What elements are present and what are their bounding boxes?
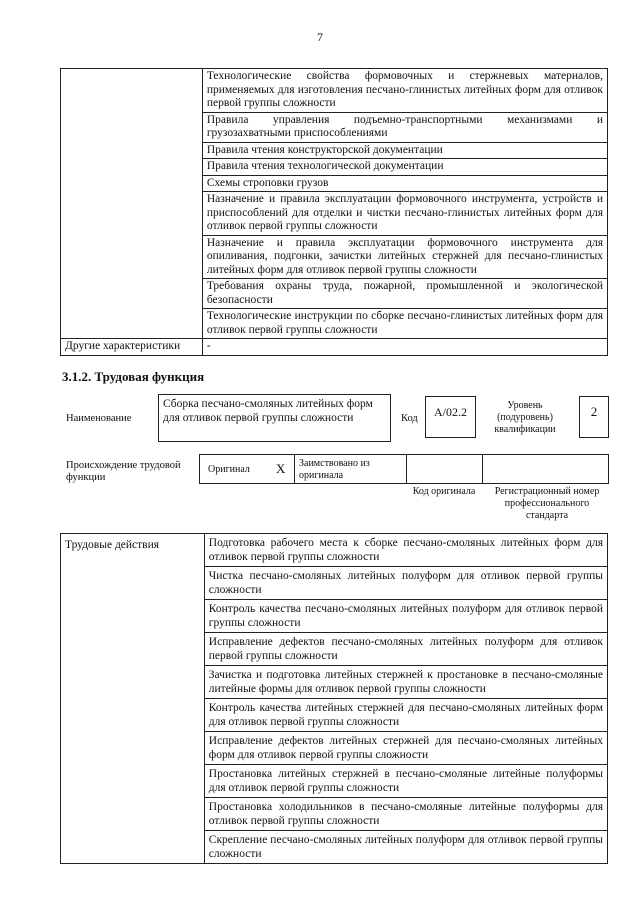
name-label: Наименование: [66, 413, 132, 424]
table-cell: Назначение и правила эксплуатации формовочного инструмента для опиливания, подгонки, зачистки литейных стержней для песчано-глинистых литейных форм для отливок первой группы сложности: [202, 235, 607, 279]
table-cell: Технологические инструкции по сборке песчано-глинистых литейных форм для отливок первой группы сложности: [202, 309, 607, 339]
origin-label: Происхождение трудовой функции: [66, 460, 181, 483]
table-cell: Требования охраны труда, пожарной, промышленной и экологической безопасности: [202, 279, 607, 309]
table-cell: Простановка литейных стержней в песчано-смоляные литейные полуформы для отливок первой группы сложности: [204, 765, 607, 798]
table-cell: Технологические свойства формовочных и стержневых материалов, применяемых для изготовления песчано-глинистых литейных форм для отливок первой группы сложности: [202, 69, 607, 113]
knowledge-table: [60, 68, 608, 356]
other-characteristics-label: Другие характеристики: [61, 339, 203, 356]
table-cell: Зачистка и подготовка литейных стержней к простановке в песчано-смоляные литейные формы для отливок первой группы сложности: [204, 666, 607, 699]
reg-number-caption: Регистрационный номер профессионального стандарта: [494, 486, 600, 521]
table-cell: Контроль качества литейных стержней для песчано-смоляных литейных форм для отливок первой группы сложности: [204, 699, 607, 732]
labor-actions-table: [60, 533, 608, 864]
table-cell: Исправление дефектов литейных стержней для песчано-смоляных литейных форм для отливок первой группы сложности: [204, 732, 607, 765]
divider: [482, 455, 483, 483]
table-cell: Контроль качества песчано-смоляных литейных полуформ для отливок первой группы сложности: [204, 600, 607, 633]
function-code-box: А/02.2: [425, 396, 476, 438]
labor-actions-label: Трудовые действия: [61, 534, 205, 864]
empty-label-cell: [61, 69, 203, 339]
table-cell: Подготовка рабочего места к сборке песчано-смоляных литейных форм для отливок первой группы сложности: [204, 534, 607, 567]
other-characteristics-value: -: [202, 339, 607, 356]
table-cell: Простановка холодильников в песчано-смоляные литейные полуформы для отливок первой группы сложности: [204, 798, 607, 831]
code-label: Код: [401, 413, 418, 424]
table-cell: Исправление дефектов песчано-смоляных литейных полуформ для отливок первой группы сложности: [204, 633, 607, 666]
table-row: [61, 339, 608, 356]
table-row: [61, 534, 608, 567]
level-box: 2: [579, 396, 609, 438]
level-label: Уровень (подуровень) квалификации: [494, 400, 556, 435]
original-label: Оригинал: [208, 464, 250, 475]
table-cell: Правила чтения конструкторской документации: [202, 142, 607, 159]
page-number: 7: [317, 30, 323, 44]
origin-row: [199, 454, 609, 484]
divider: [294, 455, 295, 483]
borrowed-label: Заимствовано из оригинала: [299, 458, 370, 481]
table-cell: Чистка песчано-смоляных литейных полуформ для отливок первой группы сложности: [204, 567, 607, 600]
function-name-box: Сборка песчано-смоляных литейных форм для отливок первой группы сложности: [158, 394, 391, 442]
table-cell: Скрепление песчано-смоляных литейных полуформ для отливок первой группы сложности: [204, 831, 607, 864]
table-cell: Назначение и правила эксплуатации формовочного инструмента, устройств и приспособлений для отделки и чистки песчано-глинистых литейных форм для отливок первой группы сложности: [202, 192, 607, 236]
section-heading: 3.1.2. Трудовая функция: [62, 369, 205, 384]
table-cell: Правила чтения технологической документации: [202, 159, 607, 176]
table-cell: Правила управления подъемно-транспортными механизмами и грузозахватными приспособлениями: [202, 112, 607, 142]
code-original-caption: Код оригинала: [412, 486, 476, 497]
original-mark: X: [276, 461, 286, 476]
table-cell: Схемы строповки грузов: [202, 175, 607, 192]
divider: [406, 455, 407, 483]
table-row: [61, 69, 608, 113]
